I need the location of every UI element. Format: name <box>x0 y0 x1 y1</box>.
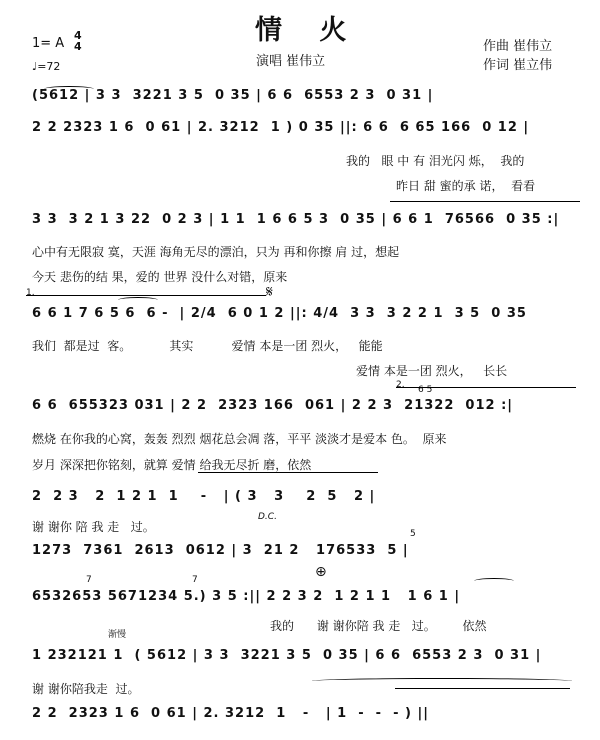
score-line-1: (5612 | 3 3 3221 3 5 0 35 | 6 6 6553 2 3 0 31 | <box>32 88 434 103</box>
lyric-line-5: 我们 都是过 客。 其实 爱情 本是一团 烈火， 能能 <box>32 339 383 353</box>
score-line-8: 6532653 5671234 5.) 3 5 :|| 2 2 3 2 1 2 1 1 1 6 1 | <box>32 589 461 604</box>
grace-notes: 6 5 <box>418 385 433 395</box>
score-line-3: 3 3 3 2 1 3 22 0 2 3 | 1 1 1 6 6 5 3 0 35 | 6 6 1 76566 0 35 :| <box>32 212 560 227</box>
ending-bracket-3 <box>396 387 576 388</box>
tempo-marking: ♩=72 <box>32 60 61 73</box>
quintuplet-label: 5 <box>410 529 416 539</box>
lyric-underline <box>198 472 378 473</box>
score-line-6: 2 2 3 2 1 2 1 1 - | ( 3 3 2 5 2 | <box>32 489 376 504</box>
score-line-4: 6 6 1 7 6 5 6 6 - | 2/4 6 0 1 2 ||: 4/4 3 3 3 2 2 1 3 5 0 35 <box>32 306 527 321</box>
lyric-line-2: 昨日 甜 蜜的承 诺， 看看 <box>396 179 536 193</box>
lyric-line-3: 心中有无限寂 寞，天涯 海角无尽的漂泊，只为 再和你擦 肩 过，想起 <box>32 245 400 259</box>
septuplet-label-2: 7 <box>192 575 198 585</box>
score-line-10: 2 2 2323 1 6 0 61 | 2. 3212 1 - | 1 - - - ) || <box>32 706 429 721</box>
lyric-line-1: 我的 眼 中 有 泪光闪 烁， 我的 <box>346 154 525 168</box>
slur-3 <box>474 578 514 584</box>
lyric-line-9: 谢 谢你 陪 我 走 过。 <box>32 520 155 534</box>
ending-bracket-2 <box>26 295 266 296</box>
second-ending-label: 2. <box>396 380 405 390</box>
key-signature: 1= A <box>32 36 65 51</box>
composer-credit: 作曲 崔伟立 <box>483 39 553 54</box>
final-tie <box>395 688 570 689</box>
score-line-9: 1 232121 1 ( 5612 | 3 3 3221 3 5 0 35 | 6 6 6553 2 3 0 31 | <box>32 648 542 663</box>
song-title: 情 火 <box>255 15 361 46</box>
slur-4 <box>312 678 572 684</box>
lyric-line-6: 爱情 本是一团 烈火， 长长 <box>356 364 508 378</box>
lyric-line-7: 燃烧 在你我的心窝，轰轰 烈烈 烟花总会凋 落，平平 淡淡才是爱本 色。 原来 <box>32 432 447 446</box>
ending-bracket-1 <box>390 201 580 202</box>
lyric-line-4: 今天 悲伤的结 果，爱的 世界 没什么对错，原来 <box>32 270 288 284</box>
dc-mark: D.C. <box>258 512 277 522</box>
segno-mark: 𝄋 <box>266 282 273 301</box>
coda-mark: ⊕ <box>315 564 327 580</box>
score-line-2: 2 2 2323 1 6 0 61 | 2. 3212 1 ) 0 35 ||: 6 6 6 65 166 0 12 | <box>32 120 530 135</box>
ritardando-label: 渐慢 <box>108 630 127 640</box>
slur-1 <box>44 86 94 92</box>
score-line-5: 6 6 655323 031 | 2 2 2323 166 061 | 2 2 3 21322 012 :| <box>32 398 514 413</box>
time-signature: 4 4 <box>74 29 82 53</box>
septuplet-label-1: 7 <box>86 575 92 585</box>
lyric-line-8: 岁月 深深把你铭刻，就算 爱情 给我无尽折 磨，依然 <box>32 458 312 472</box>
lyricist-credit: 作词 崔立伟 <box>483 58 553 73</box>
first-ending-label: 1. <box>26 288 35 298</box>
lyric-line-10: 我的 谢 谢你陪 我 走 过。 依然 <box>270 619 487 633</box>
lyric-line-11: 谢 谢你陪我走 过。 <box>32 682 140 696</box>
singer-credit: 演唱 崔伟立 <box>256 54 326 69</box>
score-line-7: 1273 7361 2613 0612 | 3 21 2 176533 5 | <box>32 543 409 558</box>
slur-2 <box>118 297 158 303</box>
